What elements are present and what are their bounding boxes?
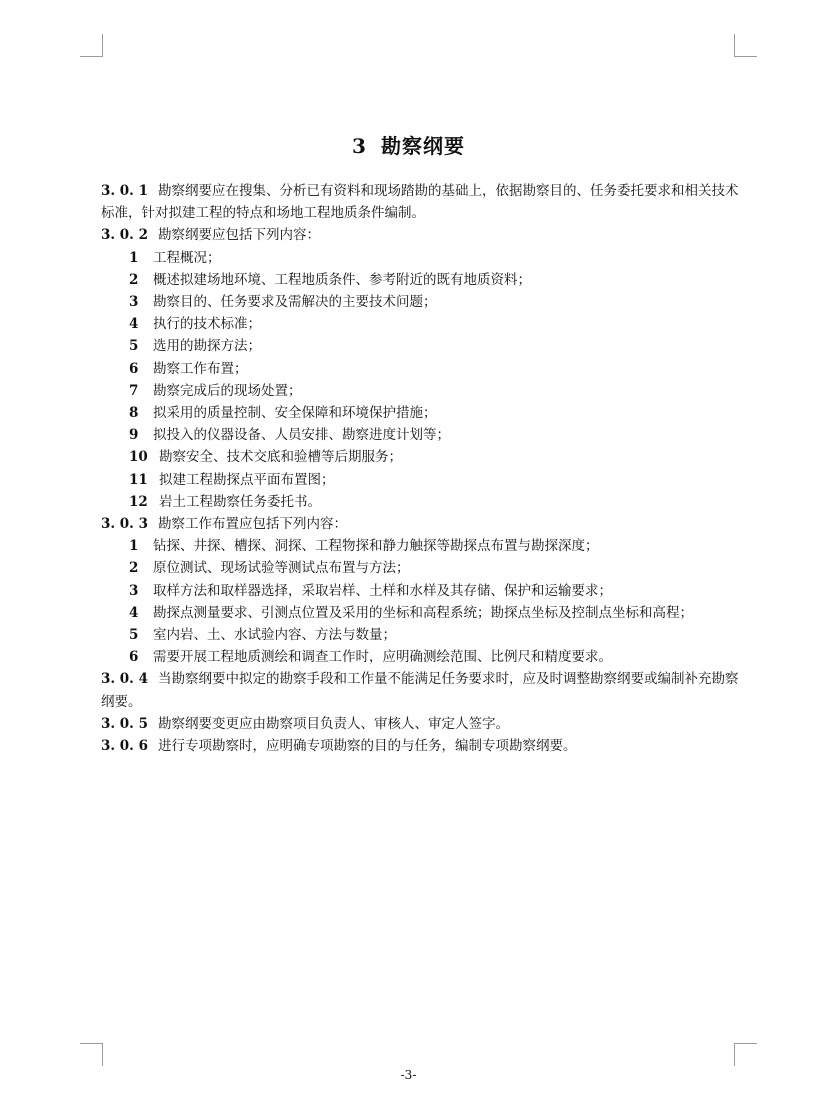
clause-number: 3. 0. 4 (101, 671, 148, 688)
clause-number: 3. 0. 6 (101, 738, 148, 755)
list-item (101, 602, 741, 624)
clause (101, 180, 741, 224)
list-item-text: 勘察完成后的现场处置； (153, 382, 302, 399)
list-item (101, 313, 741, 335)
list-item (101, 491, 741, 513)
list-item-number: 4 (129, 316, 139, 333)
list-item-text: 取样方法和取样器选择，采取岩样、土样和水样及其存储、保护和运输要求； (153, 582, 612, 599)
list-item (101, 580, 741, 602)
list-item-text: 勘探点测量要求、引测点位置及采用的坐标和高程系统；勘探点坐标及控制点坐标和高程； (153, 604, 693, 621)
list-item-text: 勘察目的、任务要求及需解决的主要技术问题； (153, 294, 437, 311)
list-item-number: 3 (129, 582, 139, 599)
clause-text: 勘察纲要应在搜集、分析已有资料和现场踏勘的基础上，依据勘察目的、任务委托要求和相关技术标准，针对拟建工程的特点和场地工程地质条件编制。 (101, 183, 739, 222)
list-item-text: 拟采用的质量控制、安全保障和环境保护措施； (153, 405, 437, 422)
document-body (101, 180, 741, 757)
list-item-text: 拟建工程勘探点平面布置图； (159, 471, 335, 488)
list-item-number: 3 (129, 294, 139, 311)
clause (101, 513, 741, 535)
list-item-text: 工程概况； (153, 249, 221, 266)
list-item (101, 469, 741, 491)
list-item-number: 1 (129, 538, 139, 555)
list-item (101, 269, 741, 291)
list-item-number: 5 (129, 338, 139, 355)
list-item (101, 291, 741, 313)
list-item-number: 5 (129, 627, 139, 644)
list-item (101, 358, 741, 380)
list-item-number: 8 (129, 405, 139, 422)
clause-text: 勘察纲要应包括下列内容： (157, 227, 320, 244)
clause-number: 3. 0. 1 (101, 183, 148, 199)
chapter-number: 3 (352, 134, 367, 158)
list-item (101, 335, 741, 357)
clause-number: 3. 0. 3 (101, 516, 148, 533)
list-item-number: 6 (129, 360, 139, 377)
list-item-number: 2 (129, 271, 139, 288)
list-item (101, 446, 741, 468)
list-item (101, 424, 741, 446)
clause (101, 713, 741, 735)
clause-text: 进行专项勘察时，应明确专项勘察的目的与任务，编制专项勘察纲要。 (157, 738, 577, 755)
list-item-text: 室内岩、土、水试验内容、方法与数量； (153, 627, 396, 644)
list-item-number: 10 (129, 449, 148, 466)
list-item-text: 原位测试、现场试验等测试点布置与方法； (153, 560, 410, 577)
list-item-number: 6 (129, 649, 139, 666)
list-item-number: 4 (129, 604, 139, 621)
list-item-number: 1 (129, 249, 139, 266)
list-item-text: 需要开展工程地质测绘和调查工作时，应明确测绘范围、比例尺和精度要求。 (153, 649, 612, 666)
list-item-number: 7 (129, 382, 139, 399)
crop-mark-bottom-left (80, 1043, 103, 1066)
list-item (101, 247, 741, 269)
list-item-text: 概述拟建场地环境、工程地质条件、参考附近的既有地质资料； (153, 271, 531, 288)
clause (101, 735, 741, 757)
clause (101, 668, 741, 712)
clause (101, 224, 741, 246)
list-item (101, 535, 741, 557)
list-item-number: 11 (129, 471, 148, 488)
clause-number: 3. 0. 5 (101, 715, 148, 732)
crop-mark-top-right (734, 34, 757, 57)
list-item-text: 勘察工作布置； (153, 360, 248, 377)
list-item-text: 执行的技术标准； (153, 316, 261, 333)
chapter-title (0, 130, 817, 159)
list-item (101, 646, 741, 668)
list-item-number: 12 (129, 493, 148, 510)
list-item (101, 557, 741, 579)
list-item-text: 勘察安全、技术交底和验槽等后期服务； (159, 449, 402, 466)
list-item-number: 2 (129, 560, 139, 577)
clause-text: 勘察纲要变更应由勘察项目负责人、审核人、审定人签字。 (157, 715, 509, 732)
list-item (101, 624, 741, 646)
page-number: -3- (400, 1068, 417, 1082)
list-item-text: 拟投入的仪器设备、人员安排、勘察进度计划等； (153, 427, 450, 444)
list-item (101, 402, 741, 424)
list-item (101, 380, 741, 402)
chapter-title-text: 勘察纲要 (380, 134, 465, 158)
crop-mark-top-left (80, 34, 103, 57)
clause-text: 当勘察纲要中拟定的勘察手段和工作量不能满足任务要求时，应及时调整勘察纲要或编制补充勘察纲要。 (101, 671, 739, 710)
clause-text: 勘察工作布置应包括下列内容： (157, 516, 347, 533)
clause-number: 3. 0. 2 (101, 227, 148, 244)
list-item-text: 钻探、井探、槽探、洞探、工程物探和静力触探等勘探点布置与勘探深度； (153, 538, 599, 555)
crop-mark-bottom-right (734, 1043, 757, 1066)
list-item-text: 岩土工程勘察任务委托书。 (159, 493, 321, 510)
list-item-number: 9 (129, 427, 139, 444)
list-item-text: 选用的勘探方法； (153, 338, 261, 355)
